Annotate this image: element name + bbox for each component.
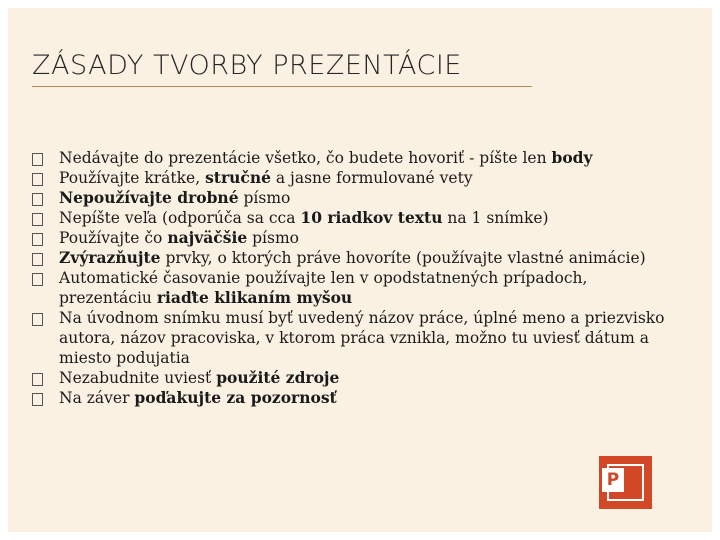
bullet-square-icon bbox=[32, 313, 43, 326]
bullet-text-emphasis: 10 riadkov textu bbox=[300, 208, 443, 227]
bullet-text bbox=[59, 389, 337, 407]
bullet-item bbox=[32, 248, 682, 268]
bullet-square-icon bbox=[32, 373, 43, 386]
bullet-text-regular: Používajte čo bbox=[59, 229, 168, 247]
bullet-square-icon bbox=[32, 393, 43, 406]
bullet-item bbox=[32, 188, 682, 208]
bullet-text-emphasis: Nepoužívajte drobné bbox=[59, 188, 239, 207]
bullet-text-regular-end: písmo bbox=[238, 189, 291, 207]
slide-border-top bbox=[0, 0, 720, 8]
bullet-item bbox=[32, 388, 682, 408]
bullet-square-icon bbox=[32, 233, 43, 246]
slide-border-bottom bbox=[0, 532, 720, 540]
bullet-square-icon bbox=[32, 213, 43, 226]
title-underline bbox=[32, 86, 532, 87]
bullet-text-regular: Používajte krátke, bbox=[59, 169, 206, 187]
bullet-item bbox=[32, 308, 682, 368]
bullet-text-regular-end: písmo bbox=[247, 229, 299, 247]
bullet-item bbox=[32, 228, 682, 248]
bullet-text-emphasis: body bbox=[551, 148, 593, 167]
bullet-item bbox=[32, 368, 682, 388]
bullet-text-regular-end: na 1 snímke) bbox=[442, 209, 549, 227]
bullet-text bbox=[59, 209, 549, 227]
bullet-text bbox=[59, 309, 665, 367]
slide-border-right bbox=[712, 0, 720, 540]
bullet-square-icon bbox=[32, 153, 43, 166]
bullet-list bbox=[32, 148, 682, 408]
bullet-square-icon bbox=[32, 173, 43, 186]
bullet-text bbox=[59, 269, 587, 307]
bullet-item bbox=[32, 208, 682, 228]
bullet-text-emphasis: Zvýrazňujte bbox=[59, 248, 161, 267]
bullet-item bbox=[32, 268, 682, 308]
bullet-text-emphasis: stručné bbox=[205, 168, 271, 187]
bullet-text-regular: Na záver bbox=[59, 389, 135, 407]
bullet-text-regular: Na úvodnom snímku musí byť uvedený názov práce, úplné meno a priezvisko autora, názov pracoviska, v ktorom práca vznikla, možno tu uviesť dátum a miesto podujatia bbox=[59, 309, 665, 367]
bullet-square-icon bbox=[32, 253, 43, 266]
slide-border-left bbox=[0, 0, 8, 540]
bullet-text-regular: Nepíšte veľa (odporúča sa cca bbox=[59, 209, 301, 227]
bullet-text bbox=[59, 229, 299, 247]
bullet-text-regular: Nezabudnite uviesť bbox=[59, 369, 217, 387]
bullet-item bbox=[32, 168, 682, 188]
bullet-text bbox=[59, 169, 473, 187]
bullet-text-regular-end: prvky, o ktorých práve hovoríte (používajte vlastné animácie) bbox=[160, 249, 646, 267]
bullet-text bbox=[59, 149, 593, 167]
powerpoint-icon[interactable] bbox=[599, 456, 652, 509]
powerpoint-icon-letter: P bbox=[602, 468, 624, 492]
slide-title: ZÁSADY TVORBY PREZENTÁCIE bbox=[32, 50, 462, 81]
bullet-text-emphasis: najväčšie bbox=[167, 228, 248, 247]
bullet-text-emphasis: použité zdroje bbox=[216, 368, 340, 387]
bullet-text bbox=[59, 369, 339, 387]
bullet-text bbox=[59, 249, 646, 267]
bullet-text bbox=[59, 189, 290, 207]
bullet-text-regular: Nedávajte do prezentácie všetko, čo budete hovoriť - píšte len bbox=[59, 149, 552, 167]
bullet-text-regular: Automatické časovanie používajte len v opodstatnených prípadoch, prezentáciu bbox=[59, 269, 588, 307]
bullet-item bbox=[32, 148, 682, 168]
bullet-text-regular-end: a jasne formulované vety bbox=[270, 169, 473, 187]
bullet-square-icon bbox=[32, 193, 43, 206]
bullet-square-icon bbox=[32, 273, 43, 286]
bullet-text-emphasis: poďakujte za pozornosť bbox=[134, 388, 337, 407]
bullet-text-emphasis: riaďte klikaním myšou bbox=[156, 288, 353, 307]
